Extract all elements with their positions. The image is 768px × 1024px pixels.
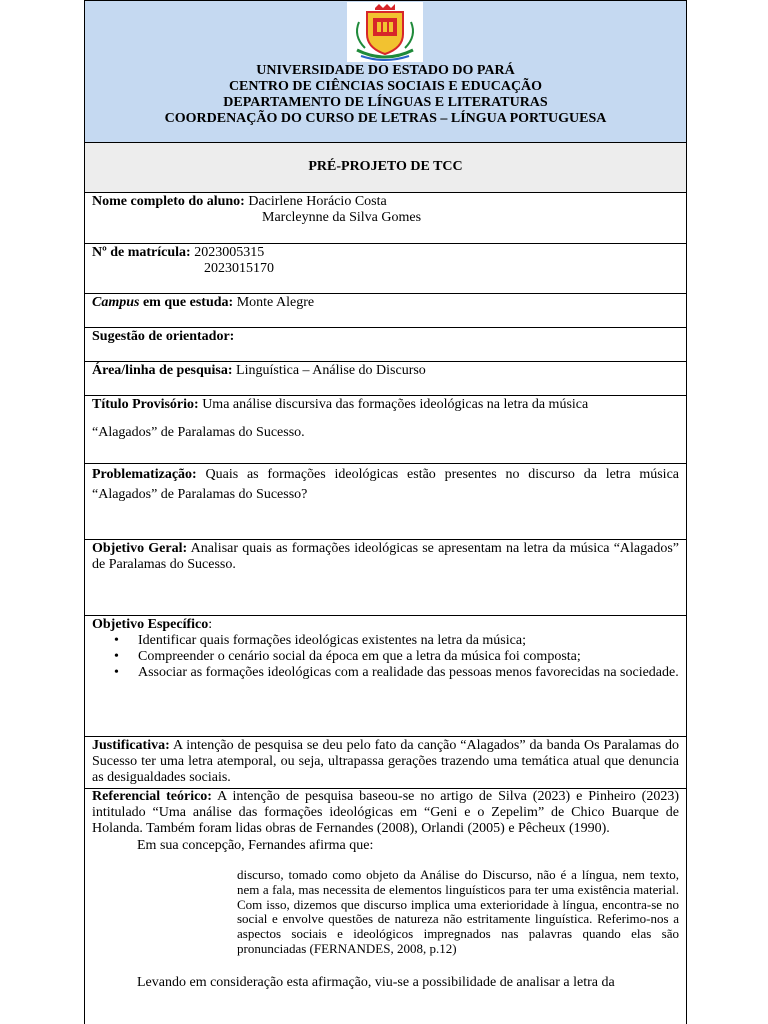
enrollment-row xyxy=(84,243,687,293)
institution-line: DEPARTAMENTO DE LÍNGUAS E LITERATURAS xyxy=(223,95,548,110)
theoretical-reference-text: A intenção de pesquisa baseou-se no artigo de Silva (2023) e Pinheiro (2023) intitulado “Uma análise das formações ideológicas em “Geni e o Zepelim” de Chico Buarque de Holanda. Também foram lidas obras de Fernandes (2008), Orlandi (2005) e Pêcheux (1990). xyxy=(92,789,679,836)
campus-row xyxy=(84,293,687,327)
enrollment-number: 2023005315 xyxy=(194,245,265,260)
list-item: • Compreender o cenário social da época em que a letra da música foi composta; xyxy=(138,649,679,665)
form-title-cell xyxy=(84,142,687,192)
enrollment-label: Nº de matrícula: xyxy=(92,245,191,260)
form-page xyxy=(84,0,687,1024)
theoretical-reference-label: Referencial teórico: xyxy=(92,789,212,804)
problem-row xyxy=(84,463,687,539)
provisional-title-line: “Alagados” de Paralamas do Sucesso. xyxy=(92,425,305,440)
institution-line: CENTRO DE CIÊNCIAS SOCIAIS E EDUCAÇÃO xyxy=(228,79,543,94)
justification-text: A intenção de pesquisa se deu pelo fato da canção “Alagados” da banda Os Paralamas do Sucesso ter uma letra atemporal, ou seja, ultrapassa gerações trazendo uma temática atual que denuncia as desigualdades sociais. xyxy=(92,738,679,785)
form-title: PRÉ-PROJETO DE TCC xyxy=(308,159,463,174)
enrollment-number: 2023015170 xyxy=(204,261,274,276)
provisional-title-row xyxy=(84,395,687,463)
research-area-value: Linguística – Análise do Discurso xyxy=(236,363,426,378)
campus-value: Monte Alegre xyxy=(236,295,315,310)
student-name-row xyxy=(84,192,687,243)
problem-label: Problematização: xyxy=(92,467,197,482)
campus-label: em que estuda: xyxy=(139,295,234,310)
specific-objectives-label: Objetivo Específico xyxy=(92,617,209,632)
theory-intro: Em sua concepção, Fernandes afirma que: xyxy=(137,838,374,853)
problem-text: Quais as formações ideológicas estão presentes no discurso da letra música “Alagados” de Paralamas do Sucesso? xyxy=(92,467,679,502)
provisional-title-line: Uma análise discursiva das formações ideológicas na letra da música xyxy=(202,397,589,412)
student-label: Nome completo do aluno: xyxy=(92,194,245,209)
advisor-label: Sugestão de orientador: xyxy=(92,329,235,344)
student-name: Dacirlene Horácio Costa xyxy=(248,194,387,209)
research-area-row xyxy=(84,361,687,395)
advisor-row xyxy=(84,327,687,361)
general-objective-row xyxy=(84,539,687,615)
university-seal-logo xyxy=(347,2,423,62)
theoretical-reference-row xyxy=(84,788,687,1024)
block-quote: discurso, tomado como objeto da Análise do Discurso, não é a língua, nem texto, nem a fala, mas necessita de elementos linguísticos para ter uma existência material. Com isso, dizemos que discurso implica uma exterioridade à língua, encontra-se no social e envolve questões de natureza não estritamente linguística. Referimo-nos a aspectos sociais e ideológicos impregnados nas palavras quando elas são pronunciadas (FERNANDES, 2008, p.12) xyxy=(237,867,679,956)
general-objective-label: Objetivo Geral: xyxy=(92,541,188,556)
specific-objectives-colon: : xyxy=(208,617,213,632)
institution-line: UNIVERSIDADE DO ESTADO DO PARÁ xyxy=(256,63,515,78)
general-objective-text: Analisar quais as formações ideológicas se apresentam na letra da música “Alagados” de Paralamas do Sucesso. xyxy=(92,541,679,572)
campus-label-italic: Campus xyxy=(92,295,140,310)
list-item: • Associar as formações ideológicas com a realidade das pessoas menos favorecidas na sociedade. xyxy=(138,665,679,681)
specific-objectives-list xyxy=(92,633,679,681)
institution-lines xyxy=(85,63,686,127)
justification-label: Justificativa: xyxy=(92,738,170,753)
provisional-title-label: Título Provisório: xyxy=(92,397,199,412)
institution-line: COORDENAÇÃO DO CURSO DE LETRAS – LÍNGUA PORTUGUESA xyxy=(164,111,607,126)
justification-row xyxy=(84,736,687,788)
list-item: • Identificar quais formações ideológicas existentes na letra da música; xyxy=(138,633,679,649)
specific-objectives-row xyxy=(84,615,687,736)
theory-continuation: Levando em consideração esta afirmação, viu-se a possibilidade de analisar a letra da xyxy=(137,974,615,990)
research-area-label: Área/linha de pesquisa: xyxy=(92,363,233,378)
student-name: Marcleynne da Silva Gomes xyxy=(262,210,422,225)
institution-header xyxy=(84,0,687,142)
